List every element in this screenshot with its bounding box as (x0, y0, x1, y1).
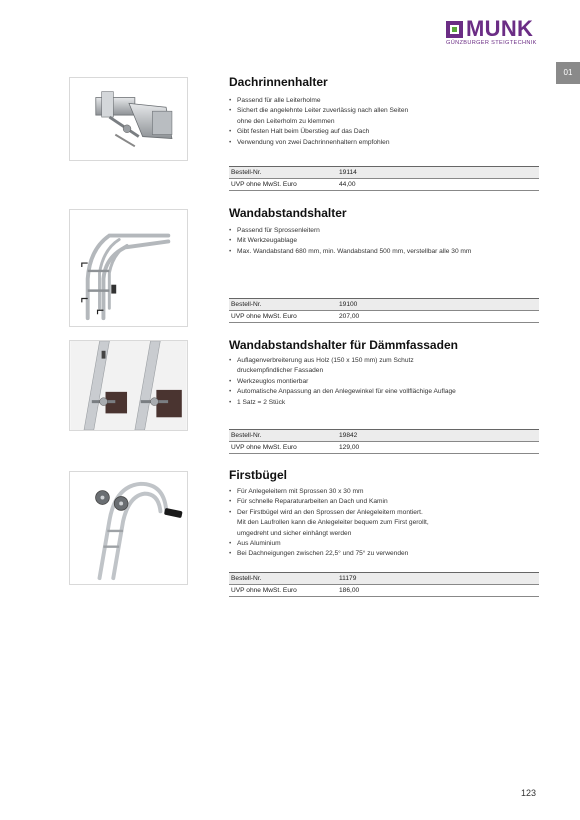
product-image-ridge-hook (69, 471, 188, 585)
feature-item: • Bei Dachneigungen zwischen 22,5° und 75° zu verwenden (229, 549, 534, 559)
spec-table (229, 572, 539, 597)
feature-list (229, 226, 534, 257)
product-title: Wandabstandshalter für Dämmfassaden (229, 338, 458, 352)
munk-logo-icon (446, 21, 463, 38)
page-number: 123 (521, 788, 537, 798)
feature-item: • Passend für Sprossenleitern (229, 226, 534, 236)
price: 207,00 (339, 313, 360, 320)
feature-item: • Auflagenverbreiterung aus Holz (150 x 150 mm) zum Schutz druckempfindlicher Fassaden (229, 356, 534, 377)
feature-item: • Gibt festen Halt beim Überstieg auf das Dach (229, 127, 534, 137)
munk-logo (446, 16, 546, 52)
feature-item: • Mit Werkzeugablage (229, 236, 534, 246)
feature-list (229, 96, 534, 148)
spec-label: Bestell-Nr. (231, 432, 262, 439)
section-tab: 01 (556, 62, 580, 84)
spec-row-price (229, 442, 539, 454)
spec-table (229, 166, 539, 191)
spec-row-order-no (229, 430, 539, 442)
price: 186,00 (339, 587, 360, 594)
order-number: 19114 (339, 169, 357, 176)
feature-item: • Automatische Anpassung an den Anlegewinkel für eine vollflächige Auflage (229, 387, 534, 397)
feature-item: • Passend für alle Leiterholme (229, 96, 534, 106)
spec-row-price (229, 585, 539, 597)
spec-row-price (229, 179, 539, 191)
feature-item: • Der Firstbügel wird an den Sprossen der Anlegeleitern montiert. Mit den Laufrollen kann die Anlegeleiter bequem zum First gerollt, umgedreht und sicher einhängt werden (229, 508, 534, 539)
feature-item: • Für Anlegeleitern mit Sprossen 30 x 30 mm (229, 487, 534, 497)
spec-label: Bestell-Nr. (231, 301, 262, 308)
spec-row-order-no (229, 573, 539, 585)
spec-label: UVP ohne MwSt. Euro (231, 444, 297, 451)
order-number: 19100 (339, 301, 358, 308)
spec-row-order-no (229, 299, 539, 311)
product-image-gutter-bracket (69, 77, 188, 161)
brand-tagline: GÜNZBURGER STEIGTECHNIK (446, 40, 537, 46)
spec-row-price (229, 311, 539, 323)
price: 44,00 (339, 181, 356, 188)
spec-table (229, 429, 539, 454)
spec-label: UVP ohne MwSt. Euro (231, 313, 297, 320)
product-image-wall-standoff (69, 209, 188, 327)
feature-item: • Für schnelle Reparaturarbeiten an Dach und Kamin (229, 497, 534, 507)
product-title: Firstbügel (229, 468, 288, 482)
feature-item: • Werkzeuglos montierbar (229, 377, 534, 387)
spec-label: Bestell-Nr. (231, 575, 262, 582)
feature-list (229, 356, 534, 408)
spec-table (229, 298, 539, 323)
product-image-insulated-facade-standoff (69, 340, 188, 431)
product-title: Dachrinnenhalter (229, 75, 328, 89)
order-number: 11179 (339, 575, 357, 582)
feature-item: • 1 Satz = 2 Stück (229, 398, 534, 408)
order-number: 19842 (339, 432, 358, 439)
spec-row-order-no (229, 167, 539, 179)
spec-label: Bestell-Nr. (231, 169, 262, 176)
brand-name: MUNK (466, 16, 534, 41)
spec-label: UVP ohne MwSt. Euro (231, 181, 297, 188)
product-title: Wandabstandshalter (229, 206, 347, 220)
feature-item: • Sichert die angelehnte Leiter zuverlässig nach allen Seiten ohne den Leiterholm zu klemmen (229, 106, 534, 127)
feature-item: • Max. Wandabstand 680 mm, min. Wandabstand 500 mm, verstellbar alle 30 mm (229, 247, 534, 257)
spec-label: UVP ohne MwSt. Euro (231, 587, 297, 594)
feature-list (229, 487, 534, 560)
feature-item: • Verwendung von zwei Dachrinnenhaltern empfohlen (229, 138, 534, 148)
feature-item: • Aus Aluminium (229, 539, 534, 549)
price: 129,00 (339, 444, 360, 451)
